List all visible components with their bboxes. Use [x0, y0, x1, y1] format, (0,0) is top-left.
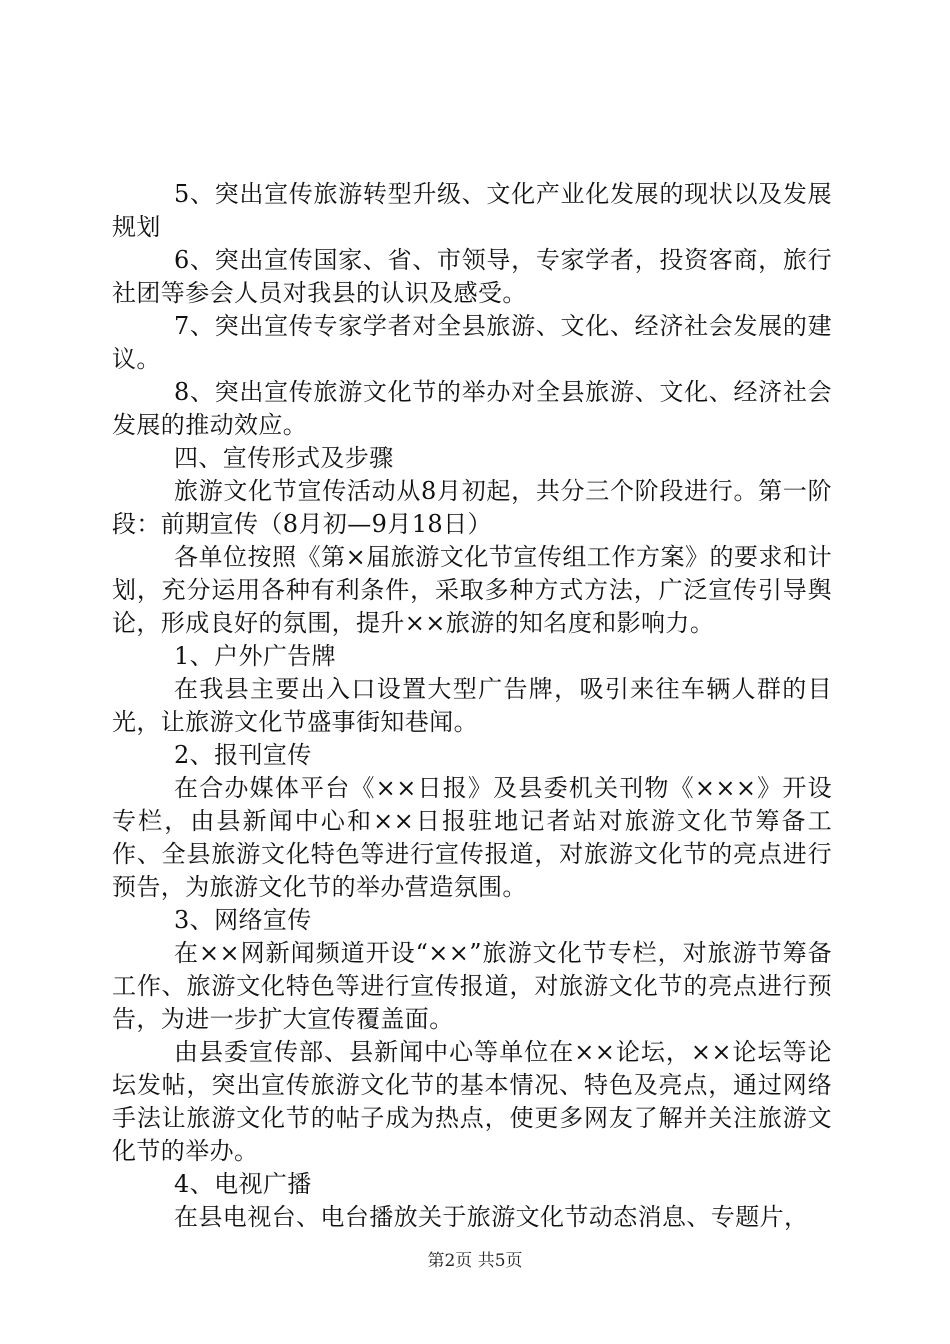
- paragraph-item-6: 6、突出宣传国家、省、市领导，专家学者，投资客商，旅行社团等参会人员对我县的认识及感受。: [112, 246, 832, 307]
- paragraph-billboard: 在我县主要出入口设置大型广告牌，吸引来往车辆人群的目光，让旅游文化节盛事街知巷闻。: [112, 675, 832, 736]
- subheading-billboard: 1、户外广告牌: [174, 642, 337, 670]
- paragraph-online-column: 在××网新闻频道开设“××”旅游文化节专栏，对旅游节筹备工作、旅游文化特色等进行宣传报道，对旅游文化节的亮点进行预告，为进一步扩大宣传覆盖面。: [112, 939, 832, 1033]
- paragraph-plan: 各单位按照《第×届旅游文化节宣传组工作方案》的要求和计划，充分运用各种有利条件，采取多种方式方法，广泛宣传引导舆论，形成良好的氛围，提升××旅游的知名度和影响力。: [112, 543, 832, 637]
- document-body: [112, 178, 832, 1234]
- paragraph-item-5: 5、突出宣传旅游转型升级、文化产业化发展的现状以及发展规划: [112, 180, 832, 241]
- paragraph-item-7: 7、突出宣传专家学者对全县旅游、文化、经济社会发展的建议。: [112, 312, 832, 373]
- subheading-online: 3、网络宣传: [174, 906, 312, 934]
- page-number-footer: 第2页 共5页: [427, 1251, 523, 1271]
- paragraph-press: 在合办媒体平台《××日报》及县委机关刊物《×××》开设专栏，由县新闻中心和××日报驻地记者站对旅游文化节筹备工作、全县旅游文化特色等进行宣传报道，对旅游文化节的亮点进行预告，为旅游文化节的举办营造氛围。: [112, 774, 832, 901]
- section-heading-4: 四、宣传形式及步骤: [174, 444, 394, 472]
- paragraph-schedule: 旅游文化节宣传活动从8月初起，共分三个阶段进行。第一阶段：前期宣传（8月初—9月18日）: [112, 477, 832, 538]
- subheading-press: 2、报刊宣传: [174, 741, 312, 769]
- paragraph-tv-radio: 在县电视台、电台播放关于旅游文化节动态消息、专题片，: [174, 1203, 809, 1231]
- paragraph-online-forum: 由县委宣传部、县新闻中心等单位在××论坛，××论坛等论坛发帖，突出宣传旅游文化节的基本情况、特色及亮点，通过网络手法让旅游文化节的帖子成为热点，使更多网友了解并关注旅游文化节的举办。: [112, 1038, 832, 1165]
- paragraph-item-8: 8、突出宣传旅游文化节的举办对全县旅游、文化、经济社会发展的推动效应。: [112, 378, 832, 439]
- subheading-tv-radio: 4、电视广播: [174, 1170, 312, 1198]
